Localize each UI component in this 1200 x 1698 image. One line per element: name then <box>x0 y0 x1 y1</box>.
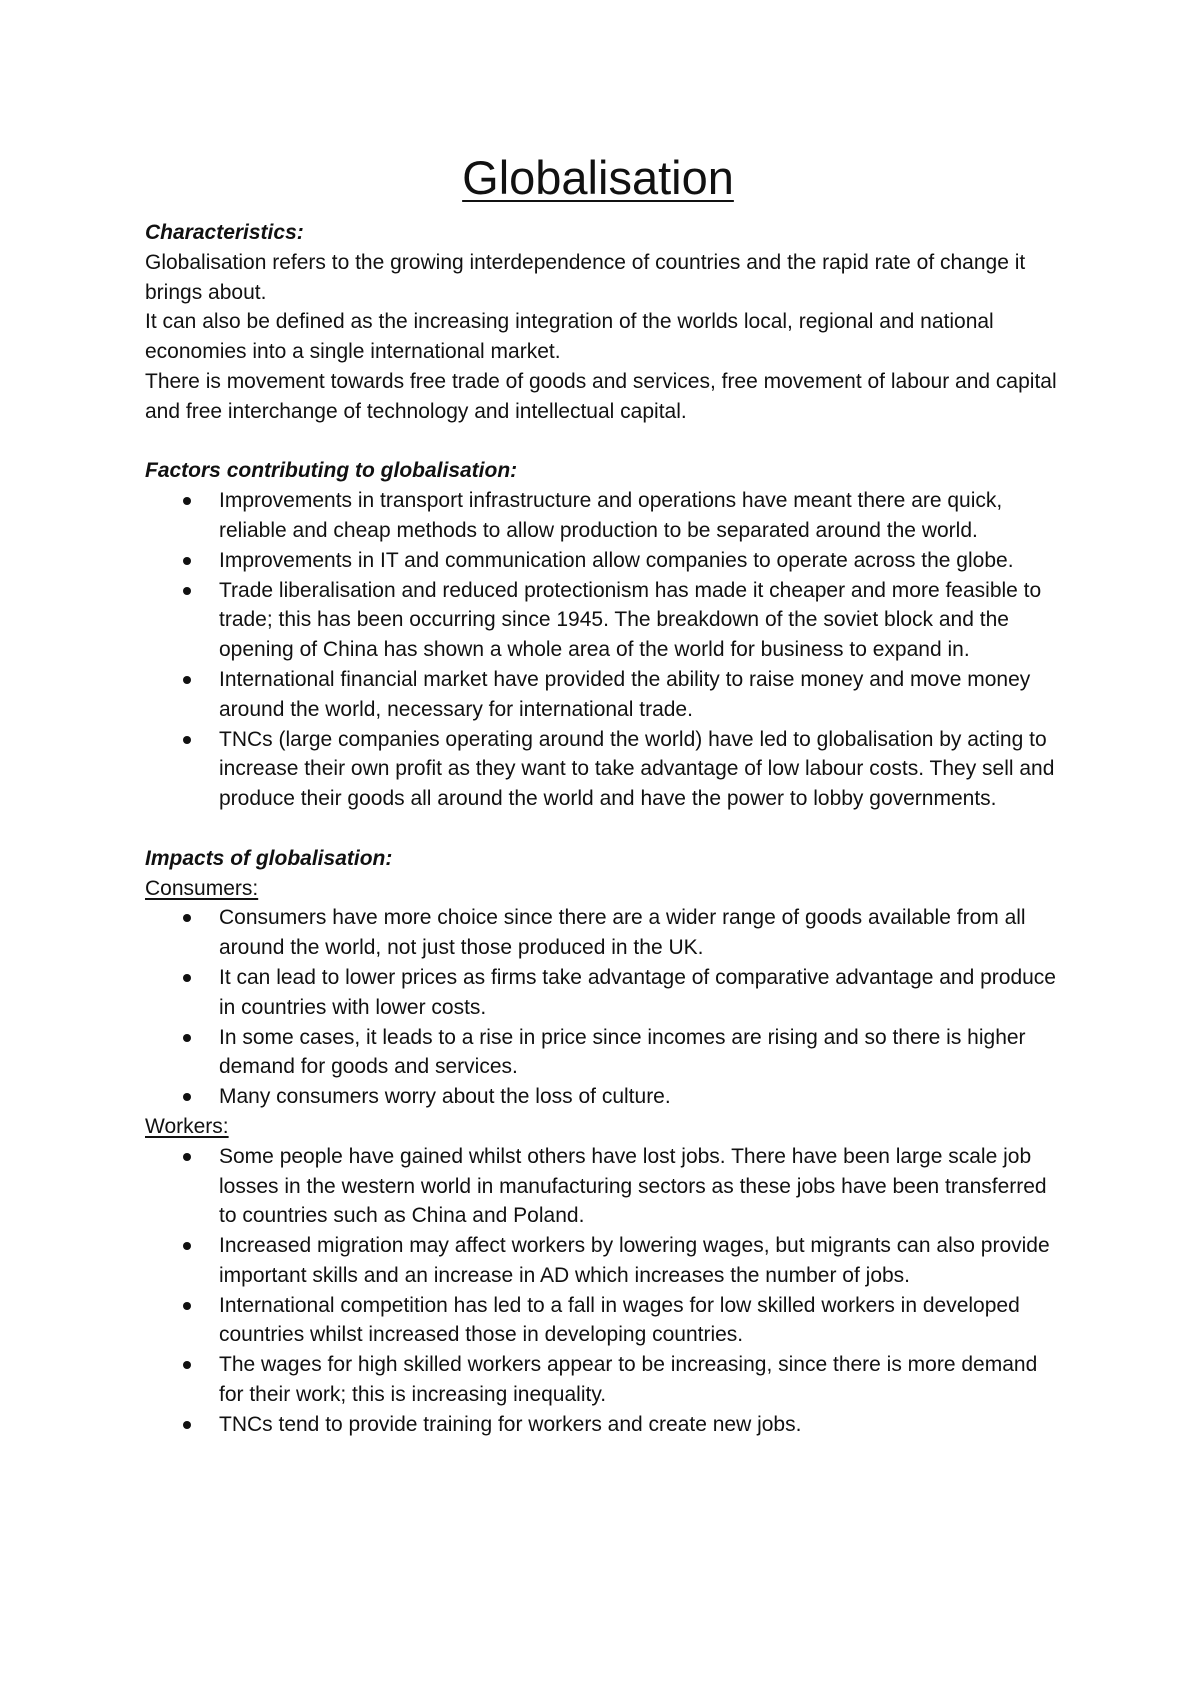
characteristics-paragraph-2: It can also be defined as the increasing integration of the worlds local, regional and national economies into a single international market. <box>145 310 994 364</box>
list-item <box>145 1142 1065 1231</box>
list-item <box>145 903 1065 963</box>
characteristics-paragraph-3: There is movement towards free trade of goods and services, free movement of labour and capital and free interchange of technology and intellectual capital. <box>145 369 1057 423</box>
list-item <box>145 963 1065 1023</box>
bullet-icon <box>183 557 191 565</box>
list-item-text: In some cases, it leads to a rise in price since incomes are rising and so there is higher demand for goods and services. <box>219 1025 1026 1079</box>
factors-heading: Factors contributing to globalisation: <box>145 459 518 483</box>
list-item-text: International competition has led to a fall in wages for low skilled workers in developed countries whilst increased those in developing countries. <box>219 1293 1020 1347</box>
list-item <box>145 576 1065 665</box>
bullet-icon <box>183 1093 191 1101</box>
list-item <box>145 665 1065 725</box>
impacts-heading: Impacts of globalisation: <box>145 846 393 870</box>
bullet-icon <box>183 1242 191 1250</box>
bullet-icon <box>183 497 191 505</box>
bullet-icon <box>183 1302 191 1310</box>
list-item-text: Trade liberalisation and reduced protectionism has made it cheaper and more feasible to trade; this has been occurring since 1945. The breakdown of the soviet block and the opening of China has shown a whole area of the world for business to expand in. <box>219 578 1042 662</box>
list-item-text: Many consumers worry about the loss of culture. <box>219 1085 671 1109</box>
list-item-text: Consumers have more choice since there are a wider range of goods available from all around the world, not just those produced in the UK. <box>219 906 1026 960</box>
list-item-text: International financial market have provided the ability to raise money and move money around the world, necessary for international trade. <box>219 667 1031 721</box>
list-item <box>145 486 1065 546</box>
workers-subheading: Workers: <box>145 1114 229 1138</box>
bullet-icon <box>183 1421 191 1429</box>
list-item-text: TNCs (large companies operating around the world) have led to globalisation by acting to increase their own profit as they want to take advantage of low labour costs. They sell and produce their goods all around the world and have the power to lobby governments. <box>219 727 1055 811</box>
list-item <box>145 1291 1065 1351</box>
bullet-icon <box>183 736 191 744</box>
workers-list <box>145 1142 1065 1440</box>
document-page <box>145 148 1065 1440</box>
list-item <box>145 1350 1065 1410</box>
factors-list <box>145 486 1065 814</box>
bullet-icon <box>183 676 191 684</box>
list-item-text: Some people have gained whilst others have lost jobs. There have been large scale job losses in the western world in manufacturing sectors as these jobs have been transferred to countries such as China and Poland. <box>219 1144 1047 1228</box>
spacer <box>145 814 1065 844</box>
list-item-text: TNCs tend to provide training for workers and create new jobs. <box>219 1412 802 1436</box>
characteristics-heading: Characteristics: <box>145 221 304 244</box>
list-item-text: Improvements in transport infrastructure and operations have meant there are quick, reliable and cheap methods to allow production to be separated around the world. <box>219 489 1003 542</box>
spacer <box>145 427 1065 457</box>
list-item <box>145 1231 1065 1291</box>
consumers-list <box>145 903 1065 1112</box>
title-text: Globalisation <box>462 151 734 204</box>
bullet-icon <box>183 974 191 982</box>
list-item <box>145 1410 1065 1440</box>
list-item <box>145 1023 1065 1083</box>
characteristics-paragraph-1: Globalisation refers to the growing interdependence of countries and the rapid rate of change it brings about. <box>145 250 1026 304</box>
list-item <box>145 725 1065 814</box>
bullet-icon <box>183 587 191 595</box>
bullet-icon <box>183 1153 191 1161</box>
list-item-text: Improvements in IT and communication allow companies to operate across the globe. <box>219 548 1014 572</box>
bullet-icon <box>183 1361 191 1369</box>
page-title <box>145 148 1065 208</box>
bullet-icon <box>183 1034 191 1042</box>
consumers-subheading: Consumers: <box>145 876 259 900</box>
list-item-text: It can lead to lower prices as firms take advantage of comparative advantage and produce in countries with lower costs. <box>219 965 1056 1019</box>
list-item-text: The wages for high skilled workers appear to be increasing, since there is more demand for their work; this is increasing inequality. <box>219 1353 1038 1407</box>
bullet-icon <box>183 914 191 922</box>
list-item <box>145 1082 1065 1112</box>
list-item-text: Increased migration may affect workers by lowering wages, but migrants can also provide important skills and an increase in AD which increases the number of jobs. <box>219 1234 1050 1287</box>
list-item <box>145 546 1065 576</box>
